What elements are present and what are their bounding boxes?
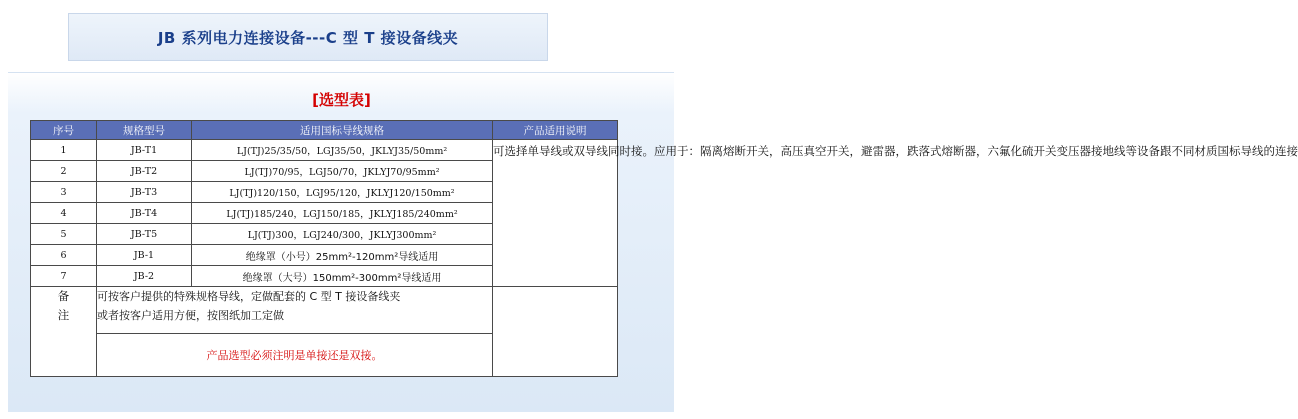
- table-row: [31, 140, 618, 161]
- row-no: 5: [31, 224, 97, 245]
- note-text: [97, 287, 493, 334]
- title-banner: [68, 13, 548, 61]
- header-model: 规格型号: [97, 121, 192, 140]
- table-title: [选型表]: [312, 91, 371, 109]
- row-model: JB-T4: [97, 203, 192, 224]
- row-no: 6: [31, 245, 97, 266]
- row-spec: LJ(TJ)185/240，LGJ150/185，JKLYJ185/240mm²: [192, 203, 493, 224]
- row-no: 1: [31, 140, 97, 161]
- row-spec: LJ(TJ)70/95，LGJ50/70，JKLYJ70/95mm²: [192, 161, 493, 182]
- row-spec: 绝缘罩（大号）150mm²-300mm²导线适用: [192, 266, 493, 287]
- row-spec: LJ(TJ)25/35/50，LGJ35/50，JKLYJ35/50mm²: [192, 140, 493, 161]
- header-no: 序号: [31, 121, 97, 140]
- note-usage-blank: [493, 287, 618, 377]
- row-model: JB-T2: [97, 161, 192, 182]
- row-model: JB-1: [97, 245, 192, 266]
- note-text-line2: 或者按客户适用方便，按图纸加工定做: [97, 309, 284, 322]
- table-header-row: [31, 121, 618, 140]
- selection-warning: 产品选型必须注明是单接还是双接。: [97, 334, 493, 377]
- row-spec: LJ(TJ)300，LGJ240/300，JKLYJ300mm²: [192, 224, 493, 245]
- note-row: [31, 287, 618, 334]
- row-no: 3: [31, 182, 97, 203]
- row-spec: LJ(TJ)120/150，LGJ95/120，JKLYJ120/150mm²: [192, 182, 493, 203]
- row-model: JB-T5: [97, 224, 192, 245]
- row-model: JB-T3: [97, 182, 192, 203]
- row-model: JB-T1: [97, 140, 192, 161]
- note-text-line1: 可按客户提供的特殊规格导线，定做配套的 C 型 T 接设备线夹: [97, 290, 401, 303]
- note-label: [31, 287, 97, 377]
- row-no: 2: [31, 161, 97, 182]
- row-spec: 绝缘罩（小号）25mm²-120mm²导线适用: [192, 245, 493, 266]
- usage-description: 可选择单导线或双导线同时接。应用于：隔离熔断开关，高压真空开关，避雷器，跌落式熔断器，六氟化硫开关变压器接地线等设备跟不同材质国标导线的连接: [493, 140, 618, 287]
- selection-table: [30, 120, 1298, 377]
- page-title: JB 系列电力连接设备---C 型 T 接设备线夹: [157, 28, 459, 47]
- row-no: 7: [31, 266, 97, 287]
- header-usage: 产品适用说明: [493, 121, 618, 140]
- header-spec: 适用国标导线规格: [192, 121, 493, 140]
- row-model: JB-2: [97, 266, 192, 287]
- note-label-text: 备注: [57, 289, 70, 322]
- row-no: 4: [31, 203, 97, 224]
